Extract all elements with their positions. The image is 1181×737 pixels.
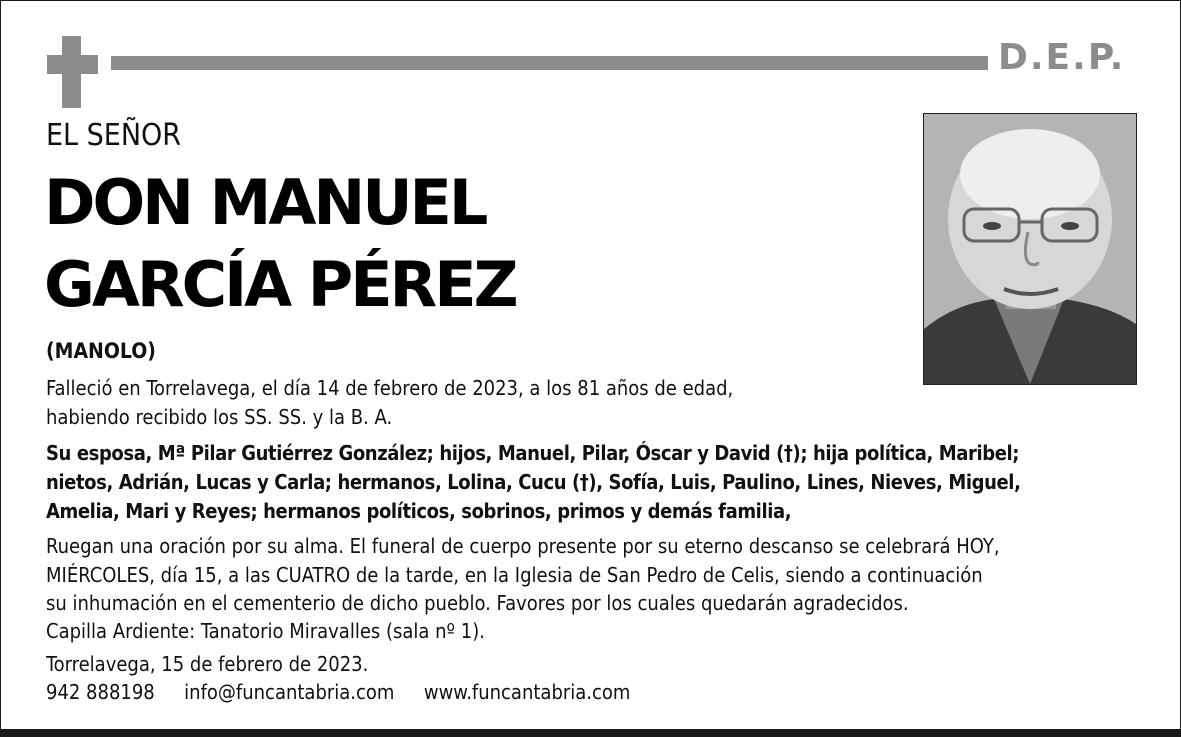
family-line3: Amelia, Mari y Reyes; hermanos políticos, sobrinos, primos y demás familia, — [46, 499, 792, 523]
honorific: EL SEÑOR — [46, 118, 182, 153]
deceased-name-line2: GARCÍA PÉREZ — [44, 248, 516, 321]
website-link[interactable]: www.funcantabria.com — [423, 680, 631, 704]
death-notice-line1: Falleció en Torrelavega, el día 14 de febrero de 2023, a los 81 años de edad, — [46, 376, 734, 400]
portrait-photo — [923, 113, 1137, 385]
family-line2: nietos, Adrián, Lucas y Carla; hermanos, Lolina, Cucu (†), Sofía, Luis, Paulino, Lines, Nieves, Miguel, — [46, 470, 1021, 494]
deceased-name-line1: DON MANUEL — [44, 166, 486, 239]
email-link[interactable]: info@funcantabria.com — [184, 680, 395, 704]
family-line1: Su esposa, Mª Pilar Gutiérrez González; hijos, Manuel, Pilar, Óscar y David (†); hija política, Maribel; — [46, 441, 1020, 465]
funeral-line2: MIÉRCOLES, día 15, a las CUATRO de la tarde, en la Iglesia de San Pedro de Celis, siendo a continuación — [46, 563, 983, 587]
funeral-line4: Capilla Ardiente: Tanatorio Miravalles (sala nº 1). — [46, 619, 485, 643]
funeral-line1: Ruegan una oración por su alma. El funeral de cuerpo presente por su eterno descanso se celebrará HOY, — [46, 534, 1000, 558]
deceased-nickname: (MANOLO) — [46, 339, 156, 363]
contact-line — [46, 678, 630, 707]
funeral-line3: su inhumación en el cementerio de dicho pueblo. Favores por los cuales quedarán agradecidos. — [46, 591, 909, 615]
dep-label: D.E.P. — [998, 37, 1126, 78]
bottom-border — [0, 729, 1181, 737]
death-notice-line2: habiendo recibido los SS. SS. y la B. A. — [46, 405, 393, 429]
header-rule — [111, 56, 988, 70]
phone-number[interactable]: 942 888198 — [46, 680, 155, 704]
cross-icon-bar — [47, 55, 98, 74]
portrait-image — [924, 114, 1136, 384]
place-date: Torrelavega, 15 de febrero de 2023. — [46, 652, 369, 676]
